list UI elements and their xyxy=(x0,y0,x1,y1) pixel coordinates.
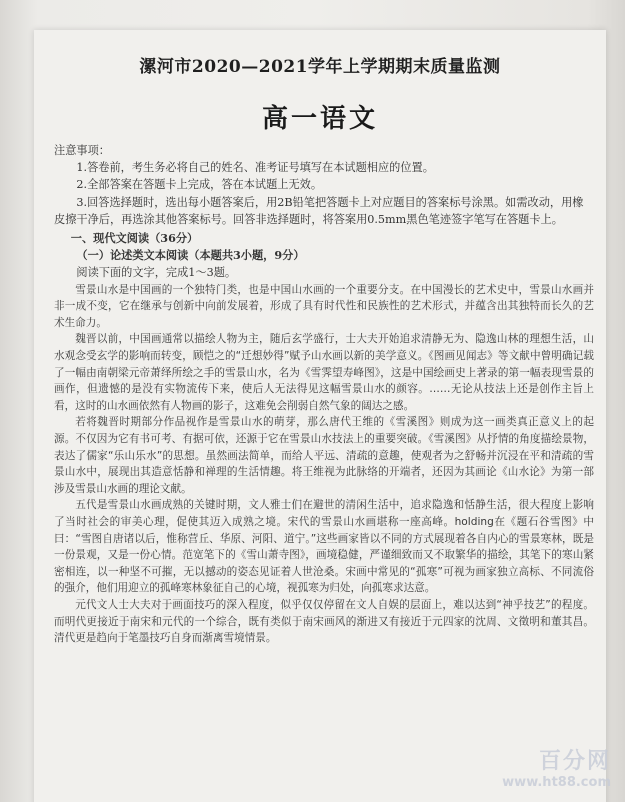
watermark-text: 百分网 xyxy=(538,749,611,774)
reading-paragraph: 五代是雪景山水画成熟的关键时期，文人雅士们在避世的清闲生活中，追求隐逸和恬静生活，很大程度上影响了当时社会的审美心理，促使其迈入成熟之境。宋代的雪景山水画堪称一座高峰。holding在《题石谷雪图》中曰：“雪图自唐诸以后，惟称营丘、华原、河阳、道宁。”这些画家皆以不同的方式展现着各自内心的雪景寒林，既是一份景观，又是一份心情。范宽笔下的《雪山萧寺图》，画境稳健，严谨细致而又不取繁华的描绘，其笔下的寒山紧密相连，以一种坚不可摧，无以撼动的姿态见证着人世沧桑。宋画中常见的“孤寒”可视为画家独立高标、不同流俗的强介，他们用迎立的孤峰寒林象征自己的心境，视孤寒为归处，向孤寒求达意。 xyxy=(54,499,594,595)
reading-paragraph: 魏晋以前，中国画通常以描绘人物为主，随后玄学盛行，士大夫开始追求清静无为、隐逸山林的理想生活，山水观念受玄学的影响而转变，顾恺之的“迁想妙得”赋予山水画以新的美学意义。《图画见闻志》等文献中曾明确记载了一幅由南朝梁元帝萧绎所绘之手的雪景山水，名为《雪霁望寿峰图》，这是中国绘画史上著录的第一幅表现雪景的画作，但遗憾的是没有实物流传下来，使后人无法得见这幅雪景山水的颜容。……无论从技法上还是创作主旨上看，这时的山水画依然有人物画的影子，这难免会削弱自然气象的阔达之感。 xyxy=(54,333,594,412)
watermark-url: www.ht88.com xyxy=(502,775,611,790)
subject-title: 高一语文 xyxy=(261,104,378,134)
section-title: 一、现代文阅读（36分） xyxy=(70,231,199,246)
site-watermark xyxy=(502,744,611,790)
reading-instruction: 阅读下面的文字，完成1～3题。 xyxy=(76,266,237,280)
exam-title: 漯河市2020—2021学年上学期期末质量监测 xyxy=(139,57,501,77)
subsection-title: （一）论述类文本阅读（本题共3小题，9分） xyxy=(76,248,305,263)
notice-item: 2.全部答案在答题卡上完成，答在本试题上无效。 xyxy=(76,178,323,192)
paper-body xyxy=(54,142,594,647)
reading-paragraph: 若将魏晋时期部分作品视作是雪景山水的萌芽，那么唐代王维的《雪溪图》则成为这一画类真正意义上的起源。不仅因为它有书可考、有据可依，还源于它在雪景山水技法上的重要突破。《雪溪图》从抒情的角度描绘景物，表达了儒家“乐山乐水”的思想。虽然画法简单，而给人平远、清疏的意趣，使观者为之舒畅并沉浸在平和清疏的雪景山水中，展现出其造意恬静和禅理的生活情趣。将王维视为此脉络的开端者，还因为其画论《山水论》为第一部涉及雪景山水画的理论文献。 xyxy=(54,416,594,495)
reading-paragraph: 元代文人士大夫对于画面技巧的深入程度，似乎仅仅停留在文人自娱的层面上，难以达到“神乎技艺”的程度。而明代更接近于南宋和元代的一个综合，既有类似于南宋画风的渐进又有接近于元四家的沈周、文徵明和董其昌。清代更是趋向于笔墨技巧自身而渐离雪境情景。 xyxy=(54,598,594,645)
notice-item: 1.答卷前，考生务必将自己的姓名、准考证号填写在本试题相应的位置。 xyxy=(76,161,434,175)
notice-item: 3.回答选择题时，选出每小题答案后，用2B铅笔把答题卡上对应题目的答案标号涂黑。如需改动，用橡皮擦干净后，再选涂其他答案标号。回答非选择题时，将答案用0.5mm黑色笔迹签字笔写在答题卡上。 xyxy=(54,195,584,226)
notice-heading: 注意事项： xyxy=(54,144,110,157)
reading-paragraph: 雪景山水是中国画的一个独特门类，也是中国山水画的一个重要分支。在中国漫长的艺术史中，雪景山水画并非一成不变，它在继承与创新中向前发展着，形成了具有时代性和民族性的艺术形式，并蕴含出其独特而长久的艺术生命力。 xyxy=(54,283,594,329)
exam-paper xyxy=(34,30,606,802)
